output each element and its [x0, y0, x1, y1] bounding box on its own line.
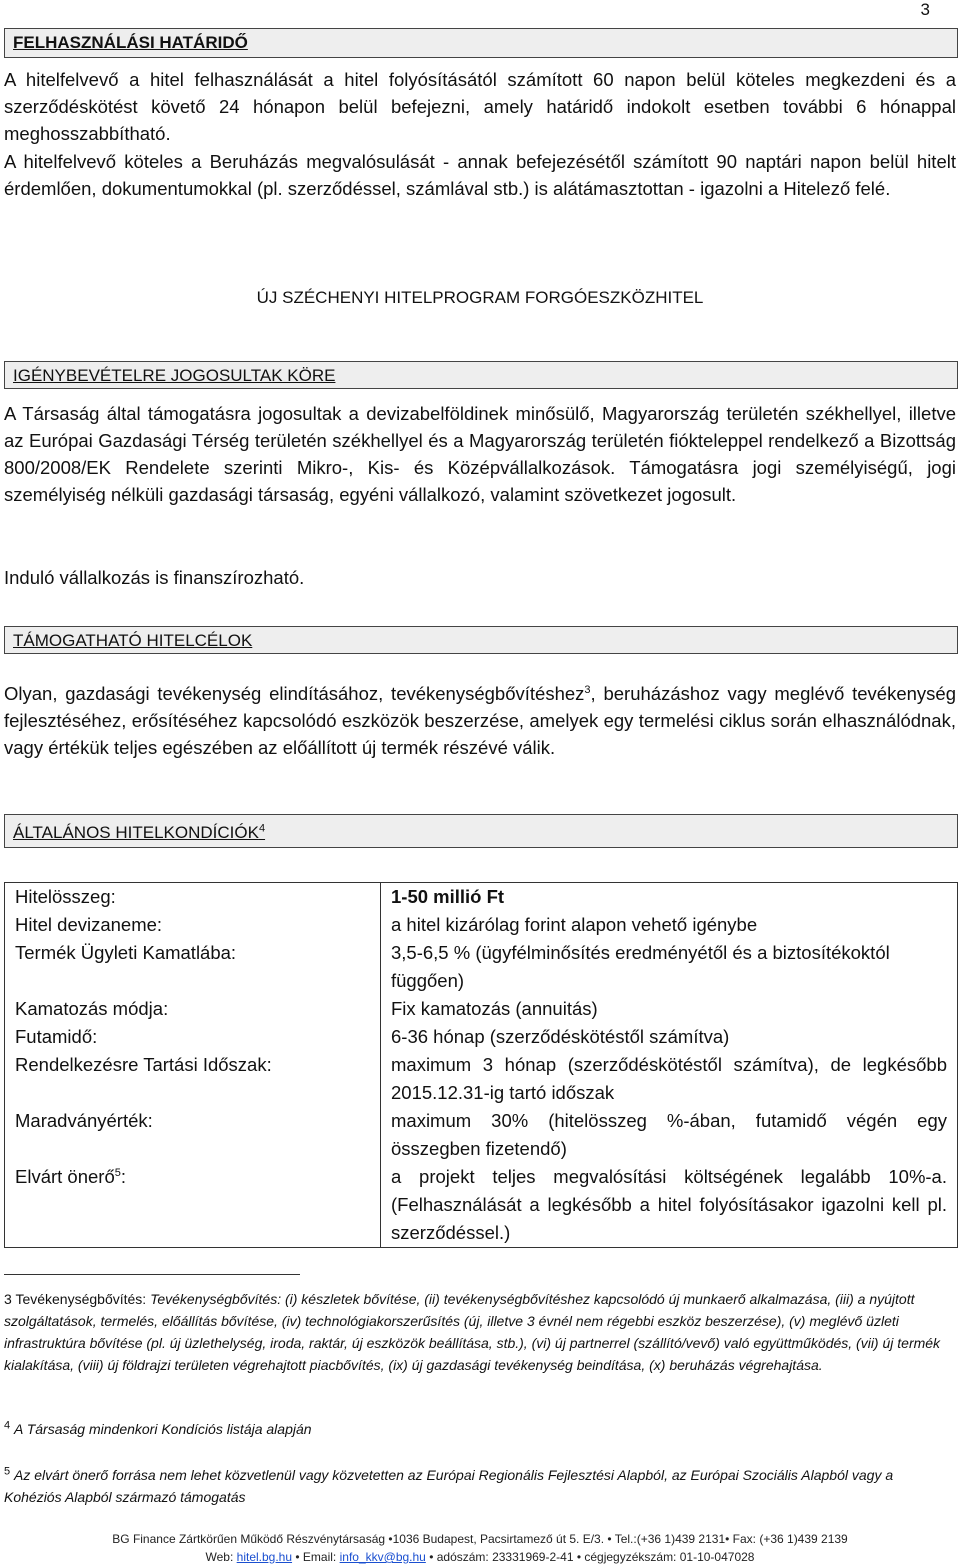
footer-web-label: Web: [205, 1550, 234, 1564]
footnote-text: A Társaság mindenkori Kondíciós listája alapján [14, 1421, 312, 1437]
program-title: ÚJ SZÉCHENYI HITELPROGRAM FORGÓESZKÖZHITEL [256, 288, 704, 307]
footnote-number: 5 [4, 1465, 11, 1478]
footer-email-label: • Email: [295, 1550, 337, 1564]
footer-email-link[interactable]: info_kkv@bg.hu [339, 1550, 426, 1564]
condition-label [5, 1163, 381, 1248]
purposes-paragraph [4, 680, 956, 761]
table-row [5, 1107, 958, 1163]
purposes-text-a: Olyan, gazdasági tevékenység elindításához, tevékenységbővítéshez [4, 683, 585, 704]
condition-label-text: Elvárt önerő [15, 1166, 115, 1187]
eligibility-paragraph-1: A Társaság által támogatásra jogosultak a devizabelföldinek minősülő, Magyarország területén székhellyel, illetve az Európai Gazdasági Térség területén székhellyel és a Magyarország területén fiókteleppel rendelkező a Bizottság 800/2008/EK Rendelete szerinti Mikro-, Kis- és Középvállalkozások. Támogatásra jogi személyiségű, jogi személyiség nélküli gazdasági társaság, egyéni vállalkozó, valamint szövetkezet jogosult. [4, 403, 956, 505]
condition-label: Hitelösszeg: [5, 883, 381, 912]
section-header-deadline [4, 28, 958, 58]
footer-address: BG Finance Zártkörűen Működő Részvénytársaság •1036 Budapest, Pacsirtamező út 5. E/3. • Tel.:(+36 1)439 2131• Fax: (+36 1)439 2139 [112, 1532, 848, 1546]
conditions-table [4, 882, 958, 1248]
condition-label: Hitel devizaneme: [5, 911, 381, 939]
footnote-ref-5: 5 [114, 1166, 121, 1179]
footnote-text: Tevékenységbővítés: (i) készletek bővítése, (ii) tevékenységbővítéshez kapcsolódó új munkaerő alkalmazása, (iii) a nyújtott szolgáltatások, termelés, előállítás bővítése, (iv) technológiakorszerűsítés (új, illetve 3 évnél nem régebbi eszköz beszerzése), (v) meglévő üzleti infrastruktúra bővítése (pl. új üzlethelység, iroda, raktár, új eszközök beállítása, stb.), (vi) új partnerrel (szállító/vevő) való együttműködés, (vii) új termék kialakítása, (viii) új földrajzi területen végrehajtott piacbővítés, (ix) új gazdasági tevékenység beindítása, (x) beruházás végrehajtása. [4, 1291, 941, 1373]
deadline-paragraph-1: A hitelfelvevő a hitel felhasználását a hitel folyósításától számított 60 napon belül köteles megkezdeni és a szerződéskötést követő 24 hónapon belül befejezni, amely határidő indokolt esetben további 6 hónappal meghosszabbítható. [4, 69, 956, 144]
section-header-label: FELHASZNÁLÁSI HATÁRIDŐ [13, 33, 248, 52]
condition-value: maximum 3 hónap (szerződéskötéstől számítva), de legkésőbb 2015.12.31-ig tartó időszak [381, 1051, 958, 1107]
condition-label: Termék Ügyleti Kamatlába: [5, 939, 381, 995]
condition-value: 3,5-6,5 % (ügyfélminősítés eredményétől és a biztosítékoktól függően) [381, 939, 958, 995]
page-number: 3 [920, 0, 930, 19]
eligibility-paragraph-2: Induló vállalkozás is finanszírozható. [4, 567, 305, 588]
footer-web-link[interactable]: hitel.bg.hu [236, 1550, 293, 1564]
section-header-purposes [4, 626, 958, 654]
condition-value: a hitel kizárólag forint alapon vehető igénybe [381, 911, 958, 939]
table-row [5, 911, 958, 939]
table-row [5, 939, 958, 995]
table-row [5, 1163, 958, 1248]
section-header-eligibility [4, 361, 958, 389]
condition-label-suffix: : [120, 1166, 127, 1187]
footnote-number: 4 [4, 1419, 11, 1432]
condition-label: Rendelkezésre Tartási Időszak: [5, 1051, 381, 1107]
deadline-paragraph-2: A hitelfelvevő köteles a Beruházás megvalósulását - annak befejezésétől számított 90 naptári napon belül hitelt érdemlően, dokumentumokkal (pl. szerződéssel, számlával stb.) is alátámasztottan - igazolni a Hitelező felé. [4, 151, 956, 199]
footnote-number: 3 [4, 1291, 12, 1307]
footnote-ref-3: 3 [584, 683, 591, 696]
footer-contact [0, 1550, 960, 1564]
footnote-4 [4, 1418, 954, 1440]
footnote-separator [4, 1274, 300, 1275]
condition-label: Maradványérték: [5, 1107, 381, 1163]
footnote-text: Az elvárt önerő forrása nem lehet közvetlenül vagy közvetetten az Európai Regionális Fejlesztési Alapból, az Európai Szociális Alapból vagy a Kohéziós Alapból származó támogatás [4, 1467, 894, 1505]
footnote-ref-4: 4 [258, 822, 266, 835]
condition-value [381, 1163, 958, 1248]
table-row [5, 1023, 958, 1051]
table-row [5, 883, 958, 912]
footnote-lead: Tevékenységbővítés: [15, 1291, 147, 1307]
section-header-label: ÁLTALÁNOS HITELKONDÍCIÓK [13, 823, 259, 842]
condition-value: maximum 30% (hitelösszeg %-ában, futamidő végén egy összegben fizetendő) [381, 1107, 958, 1163]
section-header-conditions [4, 814, 958, 848]
section-header-label: IGÉNYBEVÉTELRE JOGOSULTAK KÖRE [13, 366, 336, 385]
condition-label: Futamidő: [5, 1023, 381, 1051]
footnote-5 [4, 1464, 954, 1508]
condition-value: 6-36 hónap (szerződéskötéstől számítva) [381, 1023, 958, 1051]
footnote-3 [4, 1288, 954, 1376]
table-row [5, 1051, 958, 1107]
section-header-label: TÁMOGATHATÓ HITELCÉLOK [13, 631, 253, 650]
condition-value-text: a projekt teljes megvalósítási költségének legalább 10%-a. [391, 1166, 947, 1187]
condition-value: Fix kamatozás (annuitás) [381, 995, 958, 1023]
condition-value-text-2: (Felhasználását a legkésőbb a hitel folyósításakor igazolni kell pl. szerződéssel.) [391, 1194, 947, 1243]
table-row [5, 995, 958, 1023]
condition-label: Kamatozás módja: [5, 995, 381, 1023]
footer-company-ids: • adószám: 23331969-2-41 • cégjegyzékszám: 01-10-047028 [429, 1550, 755, 1564]
purposes-text-b: , beruházáshoz vagy meglévő tevékenység fejlesztéséhez, erősítéséhez kapcsolódó eszközök beszerzése, amelyek egy termelési ciklus során elhasználódnak, vagy értékük teljes egészében az előállított új termék részévé válik. [4, 683, 956, 758]
condition-value: 1-50 millió Ft [381, 883, 958, 912]
